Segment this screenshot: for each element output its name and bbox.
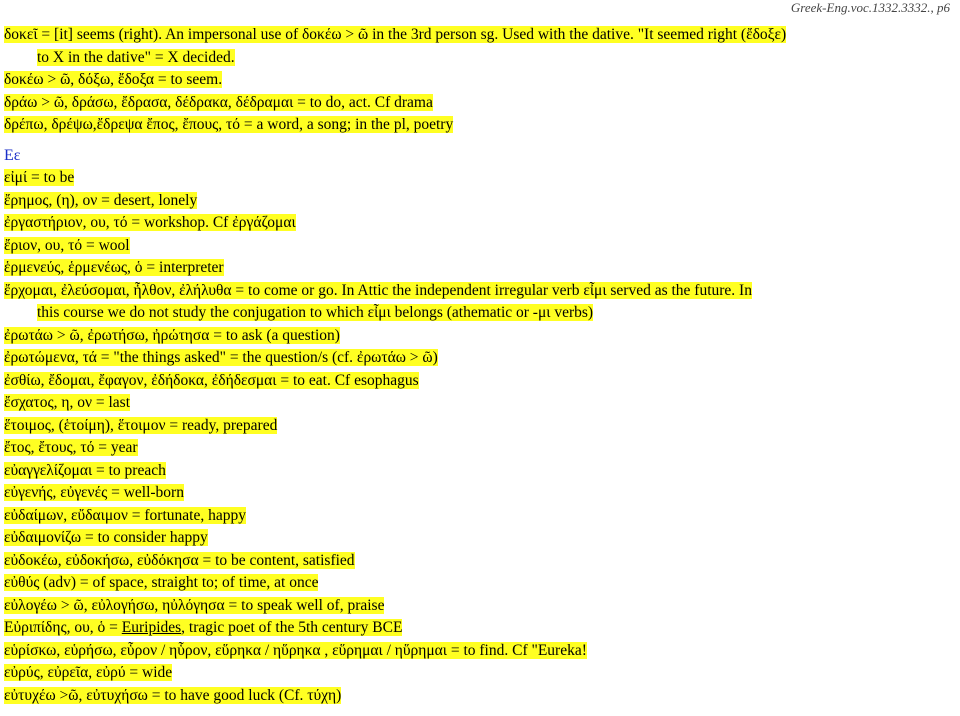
section-letter — [4, 145, 954, 168]
entry-text: εἰμί = to be — [4, 169, 75, 186]
vocab-entry — [4, 212, 954, 235]
entry-text: this course we do not study the conjugation to which εἶμι belongs (athematic or -μι verbs) — [37, 304, 594, 321]
vocab-entry — [4, 640, 954, 663]
entry-text: εὐθύς (adv) = of space, straight to; of time, at once — [4, 574, 319, 591]
entry-text: ἑρμενεύς, ἑρμενέως, ὁ = interpreter — [4, 259, 224, 276]
entry-text: ἕτοιμος, (ἑτοίμη), ἕτοιμον = ready, prepared — [4, 416, 278, 434]
vocab-entry — [4, 302, 954, 325]
vocab-entry — [4, 257, 954, 280]
entry-text: δρέπω, δρέψω,ἔδρεψα ἔπος, ἔπους, τό = a word, a song; in the pl, poetry — [4, 116, 454, 133]
entry-text: εὐγενής, εὐγενές = well-born — [4, 484, 184, 501]
vocab-entry — [4, 572, 954, 595]
entry-text: ἐσθίω, ἔδομαι, ἔφαγον, ἐδήδοκα, ἐδήδεσμαι = to eat. Cf esophagus — [4, 371, 419, 389]
entry-text: ἔσχατος, η, ον = last — [4, 394, 131, 411]
entry-text: ἐρωτάω > ῶ, ἐρωτήσω, ἠρώτησα = to ask (a question) — [4, 326, 340, 344]
entry-text: ἔρημος, (η), ον = desert, lonely — [4, 191, 198, 209]
vocab-entry — [4, 392, 954, 415]
entry-text: εὐλογέω > ῶ, εὐλογήσω, ηὐλόγησα = to speak well of, praise — [4, 596, 385, 614]
vocab-entry — [4, 347, 954, 370]
vocab-entry — [4, 505, 954, 528]
entry-text: εὑρίσκω, εὑρήσω, εὗρον / ηὗρον, εὕρηκα / ηὕρηκα , εὕρημαι / ηὕρημαι = to find. Cf "Eureka! — [4, 641, 587, 659]
entry-text: εὐαγγελίζομαι = to preach — [4, 461, 166, 479]
epsilon-entries — [4, 167, 954, 707]
entry-text: to X in the dative" = X decided. — [37, 48, 235, 66]
entry-text: ἔτος, ἔτους, τό = year — [4, 439, 138, 456]
vocab-entry — [4, 235, 954, 258]
vocab-entry — [4, 617, 954, 640]
top-entries — [4, 24, 954, 137]
entry-text: εὐδαιμονίζω = to consider happy — [4, 529, 208, 546]
vocab-entry — [4, 24, 954, 47]
entry-text: εὐτυχέω >ῶ, εὐτυχήσω = to have good luck (Cf. τύχη) — [4, 686, 342, 704]
entry-text: εὐρύς, εὐρεῖα, εὐρύ = wide — [4, 664, 173, 681]
entry-text-post: , tragic poet of the 5th century BCE — [181, 619, 403, 636]
entry-text: εὐδαίμων, εὔδαιμον = fortunate, happy — [4, 506, 246, 524]
vocab-entry — [4, 47, 954, 70]
entry-text: εὐδοκέω, εὐδοκήσω, εὐδόκησα = to be content, satisfied — [4, 551, 355, 569]
entry-text: ἐργαστήριον, ου, τό = workshop. Cf ἐργάζομαι — [4, 214, 296, 231]
vocab-entry — [4, 437, 954, 460]
vocab-entry — [4, 280, 954, 303]
page-header: Greek-Eng.voc.1332.3332., p6 — [790, 0, 950, 15]
vocab-entry — [4, 190, 954, 213]
vocab-entry — [4, 482, 954, 505]
entry-text — [4, 619, 402, 636]
entry-text: ἐρωτώμενα, τά = "the things asked" = the question/s (cf. ἐρωτάω > ῶ) — [4, 349, 438, 366]
vocab-entry — [4, 550, 954, 573]
vocab-entry — [4, 527, 954, 550]
vocab-entry — [4, 114, 954, 137]
entry-text-pre: Εὐριπίδης, ου, ὁ = — [4, 619, 122, 636]
vocab-entry — [4, 662, 954, 685]
vocab-entry — [4, 460, 954, 483]
vocab-entry — [4, 595, 954, 618]
euripides-link[interactable]: Euripides — [121, 619, 182, 636]
vocab-entry — [4, 325, 954, 348]
entry-text: δοκεῖ = [it] seems (right). An impersonal use of δοκέω > ῶ in the 3rd person sg. Used with the dative. "It seemed right (ἔδοξε) — [4, 26, 787, 43]
entry-text: δοκέω > ῶ, δόξω, ἔδοξα = to seem. — [4, 71, 223, 88]
vocab-entry — [4, 685, 954, 708]
entry-text: ἔριον, ου, τό = wool — [4, 236, 130, 254]
vocab-entry — [4, 370, 954, 393]
entry-text: ἔρχομαι, ἐλεύσομαι, ἦλθον, ἐλήλυθα = to come or go. In Attic the independent irregular verb εἶμι served as the future. In — [4, 281, 752, 299]
vocab-entry — [4, 92, 954, 115]
vocab-entry — [4, 69, 954, 92]
vocabulary-document — [4, 24, 954, 707]
entry-text: δράω > ῶ, δράσω, ἔδρασα, δέδρακα, δέδραμαι = to do, act. Cf drama — [4, 93, 433, 111]
vocab-entry — [4, 415, 954, 438]
vocab-entry — [4, 167, 954, 190]
section-letter-text: Εε — [4, 146, 21, 164]
